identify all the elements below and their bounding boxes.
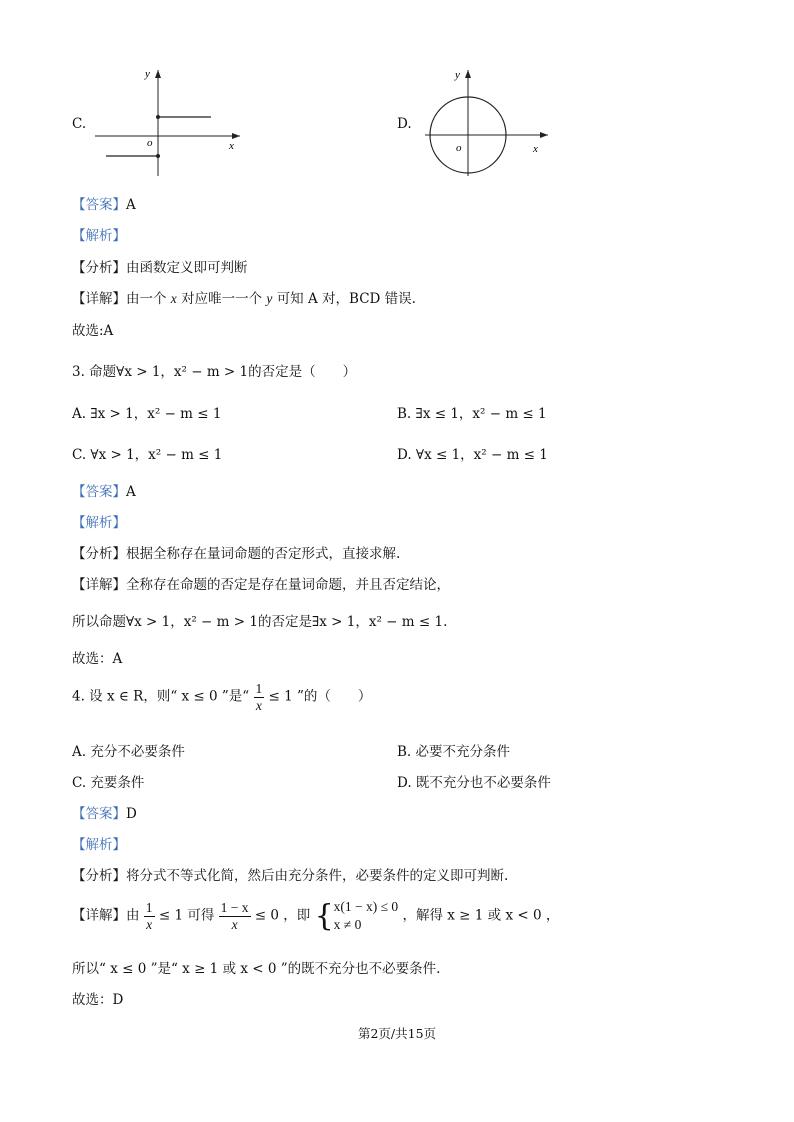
page-footer: 第2页/共15页 — [357, 1026, 437, 1041]
q3-option-b: B. ∃x ≤ 1，x² − m ≤ 1 — [397, 406, 547, 422]
q4-option-d: D. 既不充分也不必要条件 — [397, 775, 551, 791]
graph-d-x-label: x — [533, 143, 538, 155]
q3-option-d: D. ∀x ≤ 1，x² − m ≤ 1 — [397, 447, 548, 463]
q3-fenxi: 【分析】根据全称存在量词命题的否定形式，直接求解. — [72, 546, 401, 562]
q4-option-b: B. 必要不充分条件 — [397, 744, 511, 760]
q4-stem: 4. 设 x ∈ R，则“ x ≤ 0 ”是“ $\frac{1}{x}$ ≤ 1 ”的（ ） — [72, 681, 372, 713]
q3-stem: 3. 命题∀x > 1，x² − m > 1的否定是（ ） — [72, 364, 357, 380]
graph-d-origin-label: o — [456, 142, 462, 154]
q4-conclusion: 所以“ x ≤ 0 ”是“ x ≥ 1 或 x < 0 ”的既不充分也不必要条件. — [72, 961, 441, 977]
q4-fenxi: 【分析】将分式不等式化简，然后由充分条件，必要条件的定义即可判断. — [72, 868, 509, 884]
graph-c — [90, 64, 250, 184]
q3-option-c: C. ∀x > 1，x² − m ≤ 1 — [72, 447, 223, 463]
graph-c-origin-label: o — [147, 137, 153, 149]
graph-d — [420, 64, 560, 184]
q3-conclusion: 所以命题∀x > 1，x² − m > 1的否定是∃x > 1，x² − m ≤ 1. — [72, 614, 448, 630]
graph-c-y-label: y — [145, 68, 150, 80]
q2-fenxi: 【分析】由函数定义即可判断 — [72, 260, 248, 276]
q2-jiexi: 【解析】 — [72, 228, 126, 244]
q4-guxuan: 故选：D — [72, 992, 124, 1008]
q2-guxuan: 故选:A — [72, 323, 114, 339]
q4-option-a: A. 充分不必要条件 — [72, 744, 185, 760]
graph-c-x-label: x — [229, 140, 234, 152]
q4-answer: 【答案】D — [72, 806, 137, 822]
q2-xiangjie: 【详解】由一个 x 对应唯一一个 y 可知 A 对，BCD 错误. — [72, 291, 416, 307]
q3-answer: 【答案】A — [72, 484, 136, 500]
option-d-label: D. — [397, 116, 412, 132]
q3-jiexi: 【解析】 — [72, 515, 126, 531]
q4-jiexi: 【解析】 — [72, 837, 126, 853]
q3-xiangjie: 【详解】全称存在命题的否定是存在量词命题，并且否定结论， — [72, 577, 450, 593]
q3-option-a: A. ∃x > 1，x² − m ≤ 1 — [72, 406, 222, 422]
graph-d-y-label: y — [455, 69, 460, 81]
option-c-label: C. — [72, 116, 87, 132]
q4-option-c: C. 充要条件 — [72, 775, 145, 791]
q3-guxuan: 故选：A — [72, 651, 123, 667]
q4-xiangjie: 【详解】由 $\frac{1}{x}$ ≤ 1 可得 $\frac{1 - x}{x}$ ≤ 0 ，即 { x(1 − x) ≤ 0 x ≠ 0 ，解得 x ≥ 1 或 x < 0 ， — [72, 898, 560, 934]
q2-answer: 【答案】A — [72, 197, 136, 213]
